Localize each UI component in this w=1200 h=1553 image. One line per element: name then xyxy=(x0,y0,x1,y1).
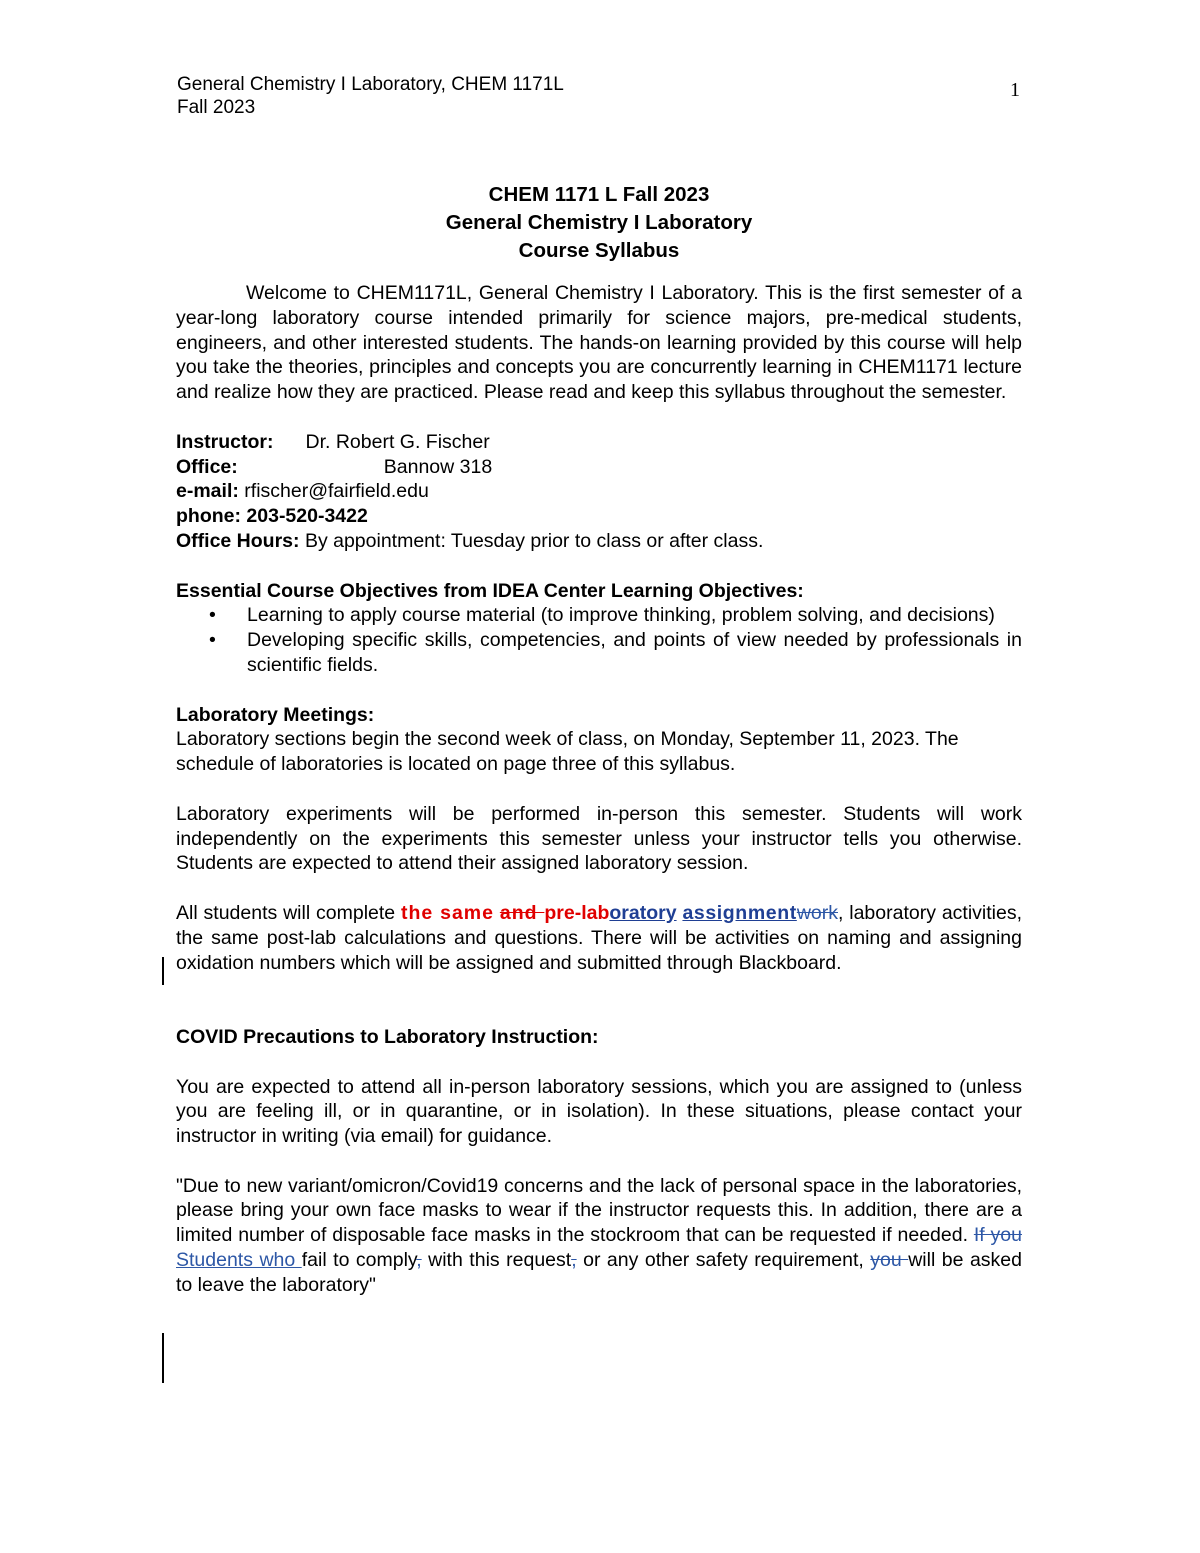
meetings-paragraph-3: All students will complete the same and pre-laboratory assignmentwork, laboratory activities, the same post-lab calculations and questions. There will be activities on naming and assigning oxidation numbers which will be assigned and submitted through Blackboard. xyxy=(176,901,1023,974)
inserted-text: assignment xyxy=(682,901,797,924)
objectives-list xyxy=(176,603,1022,677)
deleted-text: , xyxy=(571,1249,577,1272)
office-line xyxy=(176,455,1022,480)
phone-line xyxy=(176,504,1022,529)
meetings-heading: Laboratory Meetings: xyxy=(176,703,375,726)
inserted-text: the same xyxy=(401,901,494,924)
covid-paragraph-1: You are expected to attend all in-person laboratory sessions, which you are assigned to (unless you are feeling ill, or in quarantine, or in isolation). In these situations, please contact your instructor in writing (via email) for guidance. xyxy=(176,1075,1022,1148)
deleted-text: you xyxy=(870,1249,909,1272)
objectives-heading: Essential Course Objectives from IDEA Center Learning Objectives: xyxy=(176,579,804,602)
email-line xyxy=(176,479,1022,504)
instructor-name: Dr. Robert G. Fischer xyxy=(305,430,490,453)
email-address[interactable]: rfischer@fairfield.edu xyxy=(244,480,429,503)
instructor-label: Instructor: xyxy=(176,430,274,453)
list-item: • Developing specific skills, competencies, and points of view needed by professionals in scientific fields. xyxy=(209,629,1022,676)
meetings-paragraph-2: Laboratory experiments will be performed in-person this semester. Students will work independently on the experiments this semester unless your instructor tells you otherwise. Students are expected to attend their assigned laboratory session. xyxy=(176,802,1022,875)
deleted-text: work xyxy=(796,901,838,924)
change-bar xyxy=(162,1333,164,1383)
contact-info xyxy=(176,430,1022,554)
course-code-title: CHEM 1171 L Fall 2023 xyxy=(488,183,710,206)
bullet-icon: • xyxy=(209,629,216,652)
covid-paragraph-2: "Due to new variant/omicron/Covid19 concerns and the lack of personal space in the laboratories, please bring your own face masks to wear if the instructor requests this. In addition, there are a limited number of disposable face masks in the stockroom that can be requested if needed. If you Students who fail to comply, with this request, or any other safety requirement, you will be asked to leave the laboratory" xyxy=(176,1174,1022,1296)
intro-paragraph: Welcome to CHEM1171L, General Chemistry I Laboratory. This is the first semester of a year-long laboratory course intended primarily for science majors, pre-medical students, engineers, and other interested students. The hands-on learning provided by this course will help you take the theories, principles and concepts you are concurrently learning in CHEM1171 lecture and realize how they are practiced. Please read and keep this syllabus throughout the semester. xyxy=(176,282,1022,404)
course-name-title: General Chemistry I Laboratory xyxy=(445,211,753,234)
inserted-text: oratory xyxy=(609,901,677,924)
deleted-text: and xyxy=(499,901,545,924)
covid-heading: COVID Precautions to Laboratory Instruction: xyxy=(176,1025,599,1048)
document-body xyxy=(176,181,1022,1298)
instructor-line xyxy=(176,430,1022,455)
header-course: General Chemistry I Laboratory, CHEM 1171L xyxy=(177,74,564,95)
office-location: Bannow 318 xyxy=(383,455,493,478)
office-hours-line xyxy=(176,529,1022,554)
phone-label: phone: xyxy=(176,505,241,528)
header-term: Fall 2023 xyxy=(177,97,256,118)
list-item: • Learning to apply course material (to improve thinking, problem solving, and decisions) xyxy=(209,604,995,627)
office-hours-value: By appointment: Tuesday prior to class or after class. xyxy=(304,529,764,552)
office-label: Office: xyxy=(176,455,238,478)
deleted-text: , xyxy=(416,1249,422,1272)
email-label: e-mail: xyxy=(176,480,239,503)
syllabus-title: Course Syllabus xyxy=(518,239,680,262)
bullet-icon: • xyxy=(209,604,216,627)
meetings-paragraph-1: Laboratory sections begin the second week of class, on Monday, September 11, 2023. The schedule of laboratories is located on page three of this syllabus. xyxy=(176,728,959,776)
change-bar xyxy=(162,957,164,985)
title-block xyxy=(176,181,1022,265)
inserted-text: Students who xyxy=(176,1249,302,1272)
office-hours-label: Office Hours: xyxy=(176,529,300,552)
running-header xyxy=(177,73,564,119)
page-number: 1 xyxy=(1010,79,1020,101)
deleted-text: If you xyxy=(973,1224,1022,1247)
phone-number: 203-520-3422 xyxy=(246,505,368,528)
